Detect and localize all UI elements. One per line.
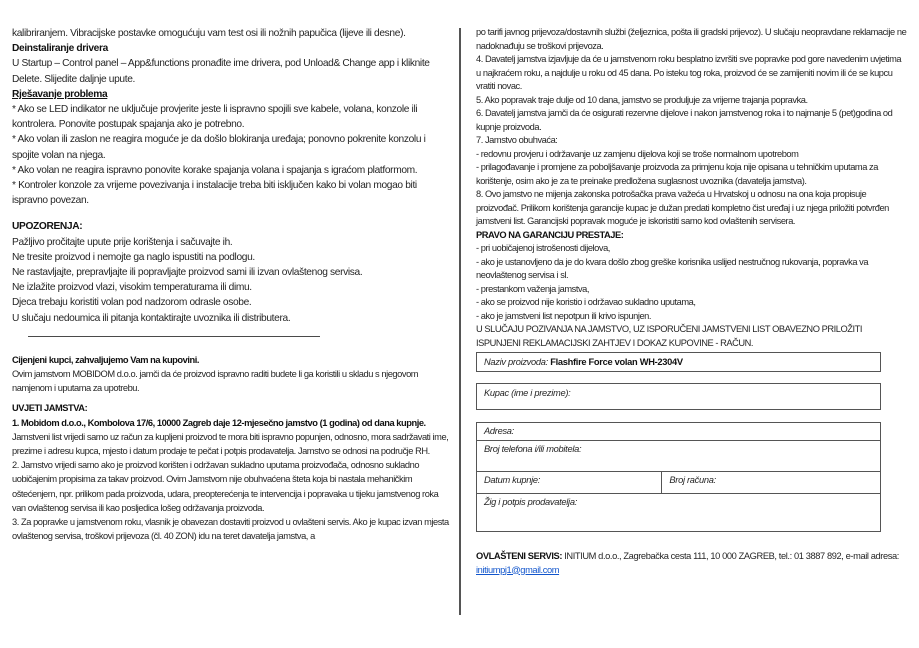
paragraph: po tarifi javnog prijevoza/dostavnih službi (željeznica, pošta ili gradski prijevoz). U slučaju neopravdane reklamacije ne nadoknađuju se troškovi prijevoza.	[476, 27, 907, 51]
paragraph: - redovnu provjeru i održavanje uz zamjenu dijelova koji se troše normalnom upotrebom	[476, 148, 799, 159]
field-purchase-date	[477, 472, 662, 493]
paragraph: Ne izlažite proizvod vlazi, visokim temperaturama ili dimu.	[12, 282, 252, 294]
paragraph: UPOZORENJA:	[12, 221, 83, 233]
field-address	[477, 423, 880, 440]
paragraph: 6. Davatelj jamstva jamči da će osigurati rezervne dijelove i nakon jamstvenog roka i to najmanje 5 (pet)godina od kupnje proizvoda.	[476, 108, 893, 132]
paragraph: Ne rastavljajte, prepravljajte ili popravljajte proizvod sami ili izvan ovlaštenog servisa.	[12, 267, 363, 279]
paragraph: 7. Jamstvo obuhvaća:	[476, 135, 558, 145]
paragraph: - pri uobičajenoj istrošenosti dijelova,	[476, 243, 610, 253]
paragraph: * Ako se LED indikator ne uključuje provjerite jeste li ispravno spojili sve kabele, volana, konzole ili kontrolera. Ponovite postupak spajanja ako je potrebno.	[12, 104, 418, 131]
paragraph: * Ako volan ili zaslon ne reagira moguće je da došlo blokiranja uređaja; ponovno pokrenite konzolu i spojite volan na njega.	[12, 134, 426, 161]
paragraph: 3. Za popravke u jamstvenom roku, vlasnik je obavezan dostaviti proizvod u ovlašteni servis. Ako je kupac izvan mjesta ovlaštenog servisa, troškovi prijevoza (čl. 40 ZON) idu na teret davatelja jamstva, a	[12, 517, 449, 542]
paragraph: 2. Jamstvo vrijedi samo ako je proizvod korišten i održavan sukladno uputama proizvođača, odnosno sukladno uobičajenim propisima za takav proizvod. Ovim Jamstvom nije obuhvaćena šteta koja bi nastala mehaničkim oštećenjem, npr. prilikom pada proizvoda, udara, preopterećenja te intervencija i popravaka u tijeku jamstvenog roka van ovlaštenog servisa ili kao posljedica lošeg održavanja proizvoda.	[12, 460, 439, 513]
paragraph: - prilagođavanje i promjene za poboljšavanje proizvoda za primjenu koja nije opisana u tehničkim uputama za korištenje, osim ako je za te preinake predložena suglasnost uvoznika (davatelja jamstva).	[476, 162, 878, 186]
paragraph: * Ako volan ne reagira ispravno ponovite korake spajanja volana i spajanja s igraćom platformom.	[12, 164, 418, 176]
authorized-service-info	[476, 550, 907, 577]
paragraph: UVJETI JAMSTVA:	[12, 403, 88, 414]
product-name-value: Flashfire Force volan WH-2304V	[550, 357, 683, 367]
address-label: Adresa:	[484, 426, 514, 436]
page-right-column	[476, 26, 907, 577]
receipt-number-label: Broj računa:	[669, 475, 716, 485]
purchase-date-label: Datum kupnje:	[484, 475, 541, 485]
field-date-and-receipt-row	[477, 471, 880, 493]
paragraph: Cijenjeni kupci, zahvaljujemo Vam na kupovini.	[12, 354, 199, 365]
service-email-link[interactable]: initiumpj1@gmail.com	[476, 564, 560, 575]
separator-line	[28, 336, 320, 337]
page-left-column	[12, 26, 449, 544]
paragraph: Ne tresite proizvod i nemojte ga naglo ispustiti na podlogu.	[12, 251, 255, 263]
paragraph: U Startup – Control panel – App&functions pronađite ime drivera, pod Unload& Change app i kliknite Delete. Slijedite daljnje upute.	[12, 58, 430, 85]
paragraph: 8. Ovo jamstvo ne mijenja zakonska potrošačka prava važeća u Hrvatskoj u odnosu na ona koja propisuje proizvođač. Prilikom korištenja garancije kupac je dužan predati kompletno čist uređaj i uz njega priložiti potvrđen jamstveni list. Garancijski popravak moguće je iskoristiti samo kod ovlaštenih servisera.	[476, 189, 889, 226]
right-column-text	[476, 26, 907, 350]
paragraph: 4. Davatelj jamstva izjavljuje da će u jamstvenom roku besplatno izvršiti sve popravke pod gore navedenim uvjetima u najkraćem roku, a najdulje u roku od 45 dana. Po isteku tog roka, proizvod će se zamijeniti novim ili će se kupcu vratiti novac.	[476, 54, 902, 91]
field-product-name	[476, 352, 881, 372]
seller-stamp-label: Žig i potpis prodavatelja:	[484, 497, 577, 507]
field-buyer-name	[476, 383, 881, 410]
field-seller-stamp-signature	[477, 493, 880, 531]
paragraph: * Kontroler konzole za vrijeme povezivanja i instalacije treba biti isključen kako bi volan mogao biti ispravno povezan.	[12, 180, 417, 207]
warranty-form	[476, 352, 881, 532]
form-table	[476, 422, 881, 532]
paragraph: U SLUČAJU POZIVANJA NA JAMSTVO, UZ ISPORUČENI JAMSTVENI LIST OBAVEZNO PRILOŽITI ISPUNJENI REKLAMACIJSKI ZAHTJEV I DOKAZ KUPOVINE - RAČUN.	[476, 324, 862, 348]
paragraph: Rješavanje problema	[12, 88, 108, 100]
field-phone	[477, 440, 880, 471]
paragraph: Ovim jamstvom MOBIDOM d.o.o. jamči da će proizvod ispravno raditi budete li ga koristili u skladu s njegovom namjenom i uputama za upotrebu.	[12, 369, 419, 394]
paragraph: 1. Mobidom d.o.o., Kombolova 17/6, 10000 Zagreb daje 12-mjesečno jamstvo (1 godina) od dana kupnje.	[12, 417, 426, 428]
paragraph: - ako je jamstveni list nepotpun ili krivo ispunjen.	[476, 310, 652, 321]
paragraph: kalibriranjem. Vibracijske postavke omogućuju vam test osi ili nožnih papučica (lijeve ili desne).	[12, 28, 406, 39]
left-column-text	[12, 26, 449, 544]
paragraph: Jamstveni list vrijedi samo uz račun za kupljeni proizvod te mora biti ispravno popunjen, odnosno, mora sadržavati ime, prezime i adresu kupca, mjesto i datum prodaje te pečat i potpis prodavatelja. Jamstvo se odnosi na područje RH.	[12, 431, 449, 457]
paragraph: Djeca trebaju koristiti volan pod nadzorom odrasle osobe.	[12, 297, 252, 309]
paragraph: 5. Ako popravak traje dulje od 10 dana, jamstvo se produljuje za vrijeme trajanja popravka.	[476, 94, 808, 105]
page-divider-line	[459, 28, 461, 615]
paragraph: - ako je ustanovljeno da je do kvara došlo zbog greške korisnika uslijed nestručnog rukovanja, popravka va neovlaštenog servisa i sl.	[476, 256, 869, 280]
authorized-service-label: OVLAŠTENI SERVIS:	[476, 551, 563, 561]
paragraph: Pažljivo pročitajte upute prije korištenja i sačuvajte ih.	[12, 236, 233, 248]
field-receipt-number	[662, 472, 880, 493]
spacer	[12, 208, 449, 219]
paragraph: - ako se proizvod nije koristio i održavao sukladno uputama,	[476, 297, 696, 307]
buyer-name-label: Kupac (ime i prezime):	[484, 388, 571, 398]
paragraph: U slučaju nedoumica ili pitanja kontaktirajte uvoznika ili distributera.	[12, 312, 291, 324]
authorized-service-text: INITIUM d.o.o., Zagrebačka cesta 111, 10 000 ZAGREB, tel.: 01 3887 892, e-mail adresa:	[562, 551, 899, 561]
paragraph: Deinstaliranje drivera	[12, 43, 108, 55]
product-name-label: Naziv proizvoda:	[484, 357, 551, 367]
paragraph: PRAVO NA GARANCIJU PRESTAJE:	[476, 229, 624, 240]
paragraph: - prestankom važenja jamstva,	[476, 283, 590, 294]
phone-label: Broj telefona i/ili mobitela:	[484, 444, 582, 454]
